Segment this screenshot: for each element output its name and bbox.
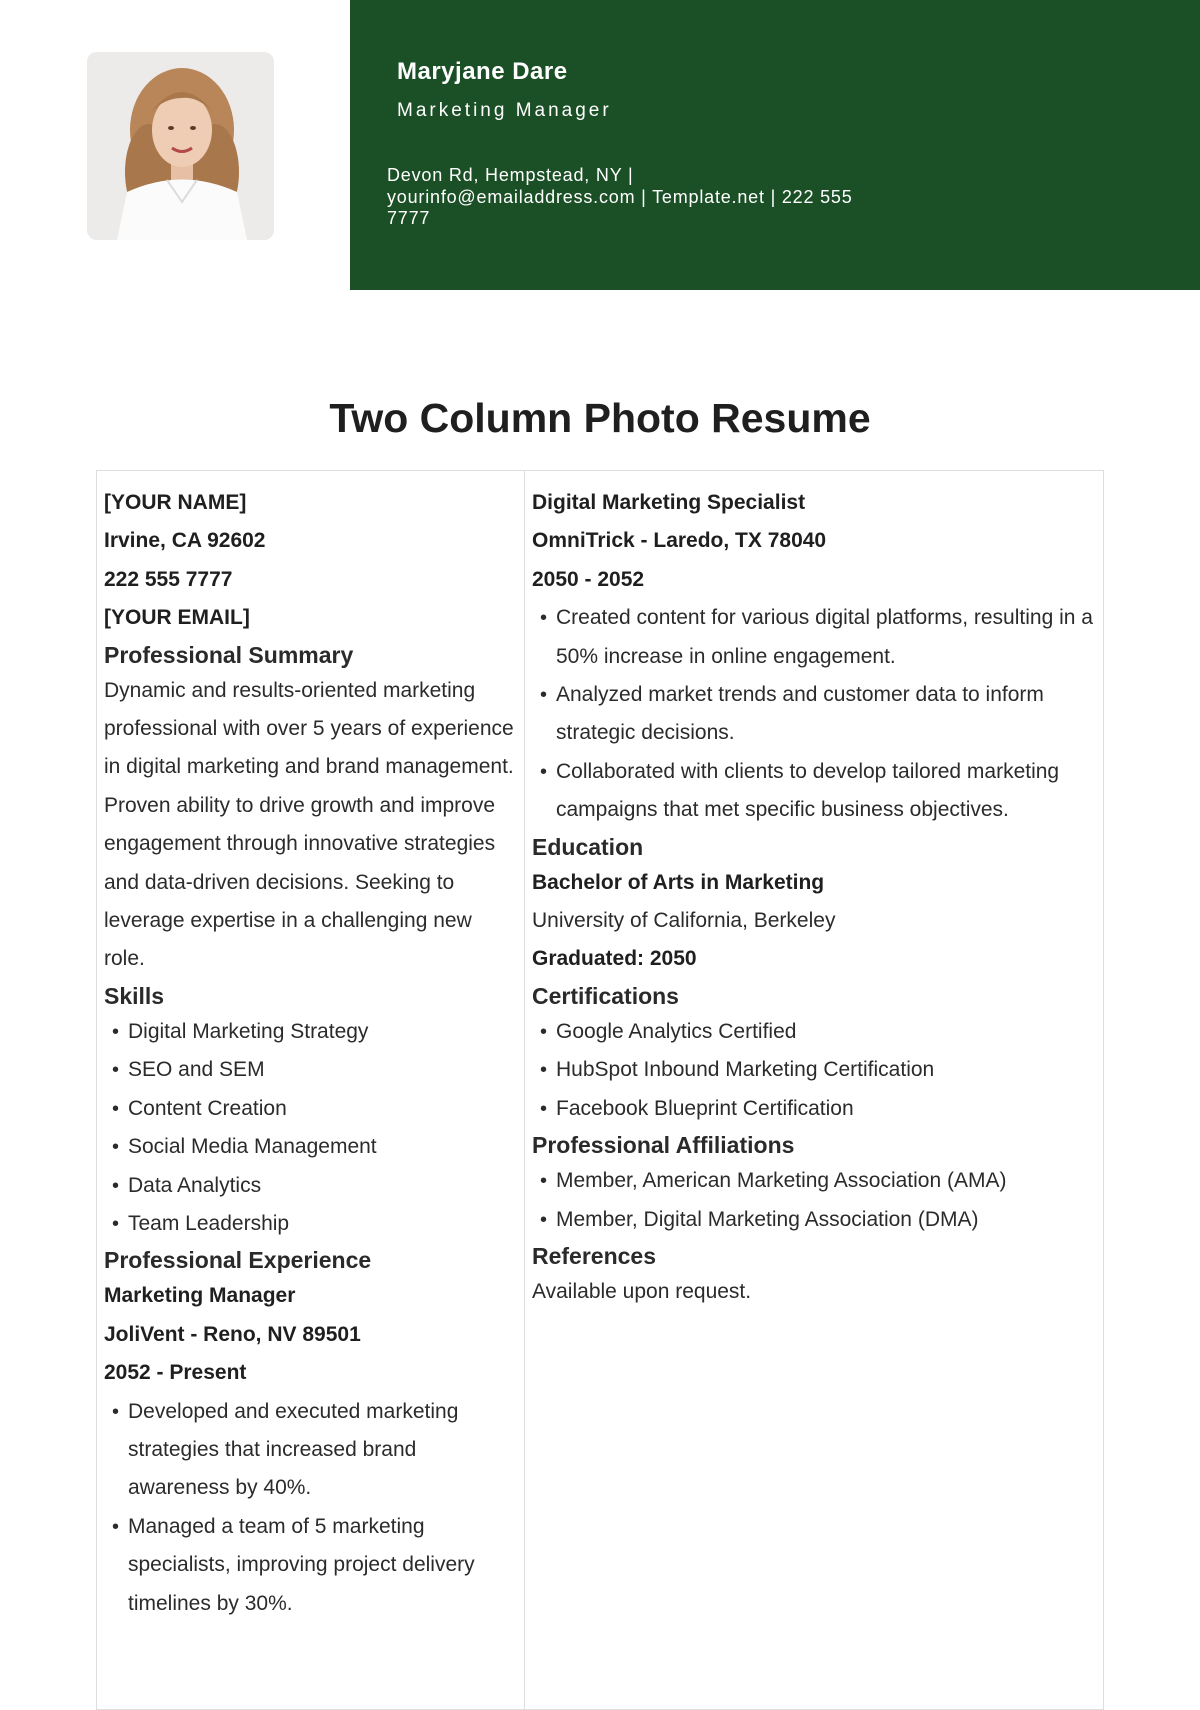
- header-name: Maryjane Dare: [397, 58, 568, 85]
- job1-bullet: • Developed and executed marketing strategies that increased brand awareness by 40%.: [104, 1393, 518, 1508]
- summary-paragraph-1: Dynamic and results-oriented marketing professional with over 5 years of experience in digital marketing and brand management.: [104, 678, 514, 779]
- job2-bullet: • Analyzed market trends and customer data to inform strategic decisions.: [532, 676, 1093, 753]
- job2-bullets: [532, 599, 1093, 829]
- certifications-list: [532, 1013, 1093, 1128]
- skill-item: • Digital Marketing Strategy: [104, 1013, 518, 1051]
- job1-bullet: • Managed a team of 5 marketing specialists, improving project delivery timelines by 30%.: [104, 1508, 518, 1623]
- skill-item: • SEO and SEM: [104, 1051, 518, 1089]
- school: University of California, Berkeley: [532, 909, 836, 933]
- skills-heading: Skills: [104, 982, 165, 1009]
- candidate-phone: 222 555 7777: [104, 567, 233, 591]
- skill-item: • Team Leadership: [104, 1205, 518, 1243]
- job2-bullet: • Created content for various digital platforms, resulting in a 50% increase in online engagement.: [532, 599, 1093, 676]
- job1-bullets: [104, 1393, 518, 1623]
- candidate-email: [YOUR EMAIL]: [104, 606, 250, 630]
- job2-bullet: • Collaborated with clients to develop tailored marketing campaigns that met specific business objectives.: [532, 753, 1093, 830]
- affiliations-heading: Professional Affiliations: [532, 1132, 795, 1159]
- job2-dates: 2050 - 2052: [532, 567, 645, 591]
- affiliations-list: [532, 1162, 1093, 1239]
- header-role: Marketing Manager: [397, 100, 612, 121]
- certifications-heading: Certifications: [532, 982, 679, 1009]
- graduated: Graduated: 2050: [532, 947, 697, 971]
- resume-table: [96, 470, 1104, 1710]
- education-heading: Education: [532, 833, 644, 860]
- left-column: [97, 471, 525, 1709]
- certification-item: • Facebook Blueprint Certification: [532, 1090, 1093, 1128]
- candidate-address: Irvine, CA 92602: [104, 529, 266, 553]
- document-title: Two Column Photo Resume: [329, 395, 871, 441]
- references-text: Available upon request.: [532, 1279, 752, 1303]
- skill-item: • Social Media Management: [104, 1128, 518, 1166]
- affiliation-item: • Member, Digital Marketing Association (DMA): [532, 1201, 1093, 1239]
- degree: Bachelor of Arts in Marketing: [532, 870, 825, 894]
- references-heading: References: [532, 1242, 657, 1269]
- right-column: [525, 471, 1103, 1709]
- certification-item: • Google Analytics Certified: [532, 1013, 1093, 1051]
- skill-item: • Data Analytics: [104, 1167, 518, 1205]
- job1-dates: 2052 - Present: [104, 1361, 247, 1385]
- profile-photo: [87, 52, 274, 240]
- job2-company: OmniTrick - Laredo, TX 78040: [532, 529, 827, 553]
- summary-paragraph-2: Proven ability to drive growth and improve engagement through innovative strategies and data-driven decisions. Seeking to leverage expertise in a challenging new role.: [104, 793, 496, 971]
- header-contact: Devon Rd, Hempstead, NY | yourinfo@emailaddress.com | Template.net | 222 555 7777: [387, 165, 853, 228]
- profile-photo-icon: [87, 52, 274, 240]
- skills-list: [104, 1013, 518, 1243]
- certification-item: • HubSpot Inbound Marketing Certification: [532, 1051, 1093, 1089]
- header-band: [350, 0, 1200, 290]
- job1-company: JoliVent - Reno, NV 89501: [104, 1322, 361, 1346]
- job1-title: Marketing Manager: [104, 1284, 296, 1308]
- skill-item: • Content Creation: [104, 1090, 518, 1128]
- affiliation-item: • Member, American Marketing Association (AMA): [532, 1162, 1093, 1200]
- candidate-name: [YOUR NAME]: [104, 491, 247, 514]
- summary-heading: Professional Summary: [104, 641, 354, 668]
- job2-title: Digital Marketing Specialist: [532, 491, 806, 514]
- experience-heading: Professional Experience: [104, 1247, 372, 1274]
